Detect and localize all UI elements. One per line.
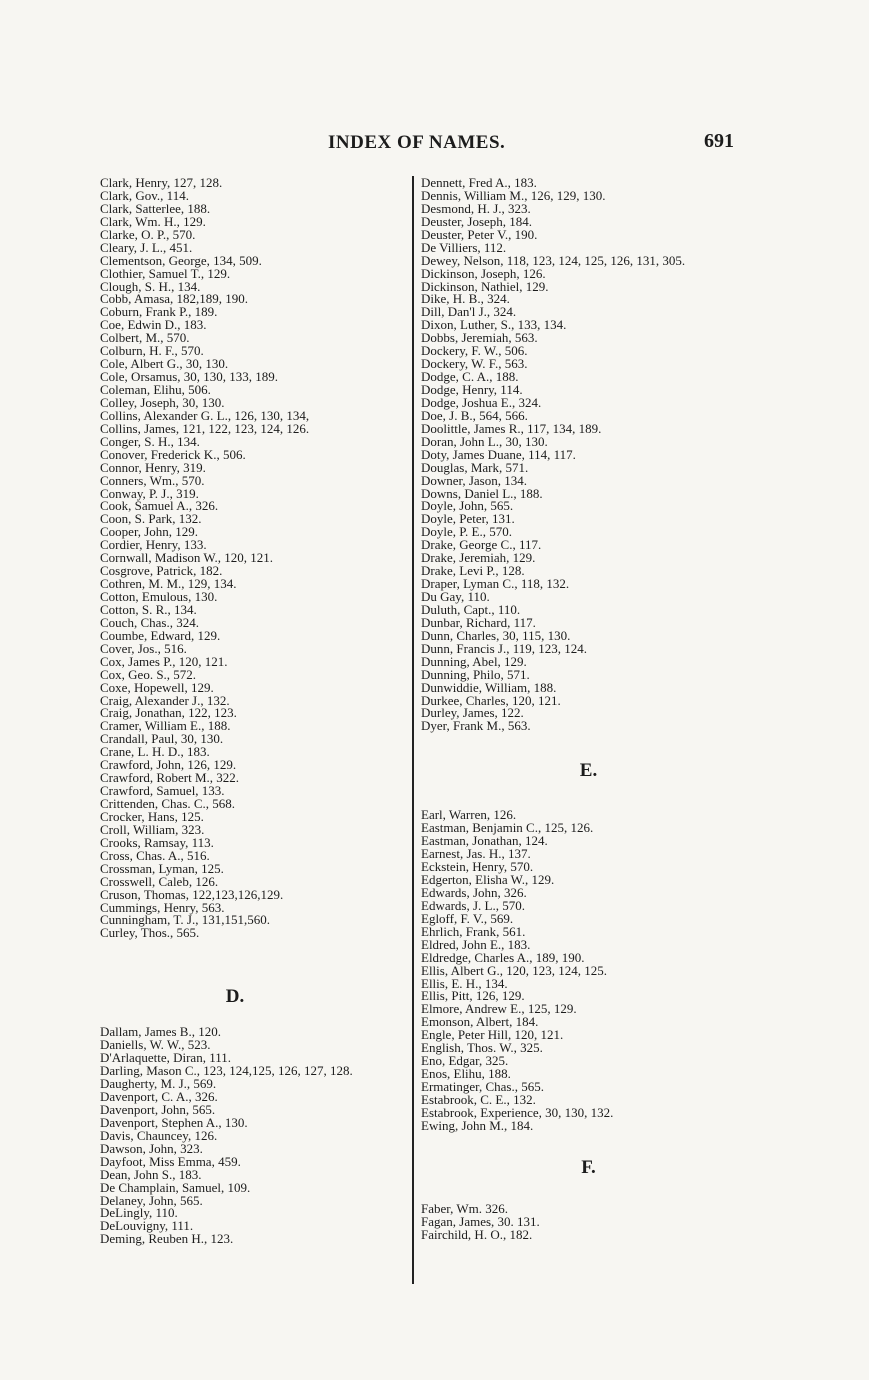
index-entry: De Champlain, Samuel, 109. bbox=[100, 1179, 251, 1195]
index-entry: Coleman, Elihu, 506. bbox=[100, 382, 211, 397]
entries-d bbox=[100, 1026, 400, 1246]
index-entry: Cleary, J. L., 451. bbox=[100, 239, 193, 255]
index-entry: Crosswell, Caleb, 126. bbox=[100, 873, 219, 889]
index-entry: Clough, S. H., 134. bbox=[100, 278, 201, 294]
index-entry: Connor, Henry, 319. bbox=[100, 459, 206, 475]
index-entry: Dockery, W. F., 563. bbox=[421, 356, 528, 372]
index-entry: Dodge, Henry, 114. bbox=[421, 382, 523, 397]
index-entry: Conners, Wm., 570. bbox=[100, 472, 205, 488]
index-entry: Crawford, Robert M., 322. bbox=[100, 770, 240, 786]
index-entry: Dodge, Joshua E., 324. bbox=[421, 394, 542, 410]
index-entry: Dickinson, Nathiel, 129. bbox=[421, 278, 549, 294]
index-entry: Daniells, W. W., 523. bbox=[100, 1037, 211, 1053]
section-heading-e: E. bbox=[579, 760, 598, 782]
index-entry: Enos, Elihu, 188. bbox=[421, 1066, 511, 1082]
index-entry: Estabrook, C. E., 132. bbox=[421, 1091, 536, 1107]
entries-d-continued bbox=[421, 177, 756, 733]
index-entry: Cole, Albert G., 30, 130. bbox=[100, 356, 229, 372]
index-entry: Dean, John S., 183. bbox=[100, 1166, 202, 1182]
index-entry: Clark, Wm. H., 129. bbox=[100, 213, 206, 229]
index-entry: Clarke, O. P., 570. bbox=[100, 226, 196, 242]
index-entry: Deuster, Peter V., 190. bbox=[421, 226, 538, 242]
index-entry: Douglas, Mark, 571. bbox=[421, 459, 529, 475]
index-entry: Downs, Daniel L., 188. bbox=[421, 485, 543, 501]
index-entry: Ellis, Albert G., 120, 123, 124, 125. bbox=[421, 962, 607, 978]
index-entry: Cooper, John, 129. bbox=[100, 524, 199, 540]
index-entry: Darling, Mason C., 123, 124,125, 126, 127, 128. bbox=[100, 1063, 353, 1079]
index-entry: Dunn, Charles, 30, 115, 130. bbox=[421, 627, 571, 643]
index-entry: Dewey, Nelson, 118, 123, 124, 125, 126, 131, 305. bbox=[421, 252, 686, 268]
index-entry: Ehrlich, Frank, 561. bbox=[421, 923, 526, 939]
index-entry: Collins, James, 121, 122, 123, 124, 126. bbox=[100, 420, 310, 436]
column-divider bbox=[412, 176, 414, 1284]
index-entry: Doty, James Duane, 114, 117. bbox=[421, 446, 576, 462]
index-entry: Eastman, Benjamin C., 125, 126. bbox=[421, 820, 594, 836]
index-entry: Doyle, P. E., 570. bbox=[421, 524, 512, 540]
index-entry: Elmore, Andrew E., 125, 129. bbox=[421, 1001, 577, 1017]
index-entry: Doran, John L., 30, 130. bbox=[421, 433, 548, 449]
index-entry: Earnest, Jas. H., 137. bbox=[421, 846, 531, 862]
index-entry: Daugherty, M. J., 569. bbox=[100, 1076, 217, 1092]
index-entry: Delaney, John, 565. bbox=[100, 1192, 203, 1208]
index-entry: Draper, Lyman C., 118, 132. bbox=[421, 576, 570, 592]
index-entry: Emonson, Albert, 184. bbox=[421, 1014, 539, 1030]
index-entry: Edwards, J. L., 570. bbox=[421, 897, 525, 913]
index-entry: Collins, Alexander G. L., 126, 130, 134, bbox=[100, 407, 310, 423]
index-entry: Dunning, Philo, 571. bbox=[421, 666, 530, 682]
index-entry: Clark, Satterlee, 188. bbox=[100, 200, 211, 216]
index-entry: Clothier, Samuel T., 129. bbox=[100, 265, 231, 281]
index-entry: Ewing, John M., 184. bbox=[421, 1117, 534, 1133]
index-entry: Eastman, Jonathan, 124. bbox=[421, 833, 548, 849]
index-entry: Cosgrove, Patrick, 182. bbox=[100, 563, 223, 579]
index-entry: Colburn, H. F., 570. bbox=[100, 343, 204, 359]
left-column bbox=[100, 177, 400, 1246]
index-entry: Croll, William, 323. bbox=[100, 821, 205, 837]
index-entry: Doyle, Peter, 131. bbox=[421, 511, 515, 527]
index-entry: Craig, Alexander J., 132. bbox=[100, 692, 230, 708]
index-entry: Davenport, Stephen A., 130. bbox=[100, 1114, 248, 1130]
index-entry: Coxe, Hopewell, 129. bbox=[100, 679, 214, 695]
index-entry: Doe, J. B., 564, 566. bbox=[421, 407, 528, 423]
index-entry: Cothren, M. M., 129, 134. bbox=[100, 576, 237, 592]
index-entry: Crawford, Samuel, 133. bbox=[100, 783, 225, 799]
index-entry: Drake, Jeremiah, 129. bbox=[421, 550, 536, 566]
index-entry: Faber, Wm. 326. bbox=[421, 1200, 508, 1216]
index-entry: Durkee, Charles, 120, 121. bbox=[421, 692, 561, 708]
index-entry: Conger, S. H., 134. bbox=[100, 433, 200, 449]
index-entry: Crittenden, Chas. C., 568. bbox=[100, 796, 236, 811]
section-gap bbox=[100, 940, 400, 968]
entries-f bbox=[421, 1200, 756, 1242]
index-entry: Colbert, M., 570. bbox=[100, 330, 190, 346]
index-entry: Crawford, John, 126, 129. bbox=[100, 757, 237, 773]
index-entry: Ellis, Pitt, 126, 129. bbox=[421, 988, 525, 1004]
index-entry: Egloff, F. V., 569. bbox=[421, 910, 514, 926]
right-column bbox=[421, 177, 756, 1242]
index-entry: Dunn, Francis J., 119, 123, 124. bbox=[421, 640, 587, 656]
section-heading-d: D. bbox=[225, 986, 245, 1008]
index-entry: Eckstein, Henry, 570. bbox=[421, 859, 534, 875]
index-entry: Drake, George C., 117. bbox=[421, 537, 542, 553]
index-entry: Dayfoot, Miss Emma, 459. bbox=[100, 1153, 241, 1169]
index-entry: Dawson, John, 323. bbox=[100, 1140, 203, 1156]
index-entry: Coon, S. Park, 132. bbox=[100, 511, 202, 527]
index-entry: Doolittle, James R., 117, 134, 189. bbox=[421, 420, 602, 436]
index-entry: Coe, Edwin D., 183. bbox=[100, 317, 207, 333]
index-entry: Cornwall, Madison W., 120, 121. bbox=[100, 550, 273, 566]
index-entry: Durley, James, 122. bbox=[421, 705, 524, 721]
index-entry: Clark, Henry, 127, 128. bbox=[100, 175, 223, 190]
index-entry: Eldred, John E., 183. bbox=[421, 936, 531, 952]
index-entry: Davis, Chauncey, 126. bbox=[100, 1127, 218, 1143]
index-entry: Desmond, H. J., 323. bbox=[421, 200, 531, 216]
index-entry: Crocker, Hans, 125. bbox=[100, 808, 204, 824]
index-entry: Estabrook, Experience, 30, 130, 132. bbox=[421, 1104, 614, 1120]
index-entry: Dunwiddie, William, 188. bbox=[421, 679, 557, 695]
index-entry: Crane, L. H. D., 183. bbox=[100, 744, 210, 760]
index-entry: Colley, Joseph, 30, 130. bbox=[100, 394, 225, 410]
index-entry: Dennett, Fred A., 183. bbox=[421, 175, 537, 190]
index-entry: Deuster, Joseph, 184. bbox=[421, 213, 533, 229]
index-entry: Clark, Gov., 114. bbox=[100, 187, 189, 203]
index-entry: Eno, Edgar, 325. bbox=[421, 1053, 509, 1069]
index-entry: Ermatinger, Chas., 565. bbox=[421, 1079, 544, 1094]
index-entry: Cunningham, T. J., 131,151,560. bbox=[100, 912, 270, 928]
index-entry: Coburn, Frank P., 189. bbox=[100, 304, 218, 320]
entries-c bbox=[100, 177, 400, 940]
index-entry: Duluth, Capt., 110. bbox=[421, 601, 521, 617]
index-entry: English, Thos. W., 325. bbox=[421, 1040, 543, 1056]
index-entry: Dallam, James B., 120. bbox=[100, 1024, 221, 1040]
index-entry: Cook, Samuel A., 326. bbox=[100, 498, 219, 514]
index-entry: DeLouvigny, 111. bbox=[100, 1218, 194, 1234]
index-entry: Dickinson, Joseph, 126. bbox=[421, 265, 546, 281]
index-entry: Cover, Jos., 516. bbox=[100, 640, 187, 656]
index-entry: Crossman, Lyman, 125. bbox=[100, 860, 224, 876]
index-entry: Fairchild, H. O., 182. bbox=[421, 1226, 533, 1242]
index-entry: De Villiers, 112. bbox=[421, 239, 507, 255]
index-entry: Crandall, Paul, 30, 130. bbox=[100, 731, 224, 747]
index-entry: Crooks, Ramsay, 113. bbox=[100, 834, 214, 850]
index-entry: DeLingly, 110. bbox=[100, 1205, 178, 1221]
index-entry: Dodge, C. A., 188. bbox=[421, 369, 519, 385]
index-entry: Cruson, Thomas, 122,123,126,129. bbox=[100, 886, 284, 902]
index-entry: Dobbs, Jeremiah, 563. bbox=[421, 330, 538, 346]
index-entry: Downer, Jason, 134. bbox=[421, 472, 527, 488]
index-entry: Dunbar, Richard, 117. bbox=[421, 614, 536, 630]
index-entry: Cole, Orsamus, 30, 130, 133, 189. bbox=[100, 369, 279, 385]
index-entry: Deming, Reuben H., 123. bbox=[100, 1231, 234, 1247]
index-entry: Ellis, E. H., 134. bbox=[421, 975, 508, 991]
index-entry: Davenport, John, 565. bbox=[100, 1101, 216, 1117]
index-entry: Cordier, Henry, 133. bbox=[100, 537, 207, 553]
index-entry: Dennis, William M., 126, 129, 130. bbox=[421, 187, 606, 203]
index-entry: Doyle, John, 565. bbox=[421, 498, 514, 514]
index-entry: Cotton, S. R., 134. bbox=[100, 601, 197, 617]
index-entry: Eldredge, Charles A., 189, 190. bbox=[421, 949, 585, 965]
index-entry: Dike, H. B., 324. bbox=[421, 291, 510, 307]
index-entry: Dixon, Luther, S., 133, 134. bbox=[421, 317, 567, 333]
page-number: 691 bbox=[704, 130, 734, 152]
index-entry: Fagan, James, 30. 131. bbox=[421, 1213, 540, 1229]
section-heading-f: F. bbox=[581, 1156, 596, 1178]
index-entry: Cross, Chas. A., 516. bbox=[100, 847, 210, 863]
index-entry: Conway, P. J., 319. bbox=[100, 485, 199, 501]
index-entry: Cotton, Emulous, 130. bbox=[100, 589, 218, 604]
index-entry: Edwards, John, 326. bbox=[421, 884, 527, 900]
index-entry: Earl, Warren, 126. bbox=[421, 807, 517, 823]
entries-e bbox=[421, 809, 756, 1132]
index-entry: Davenport, C. A., 326. bbox=[100, 1089, 218, 1104]
index-entry: Clementson, George, 134, 509. bbox=[100, 252, 262, 268]
index-entry: Dunning, Abel, 129. bbox=[421, 653, 527, 669]
index-entry: Dyer, Frank M., 563. bbox=[421, 718, 531, 734]
page-title: INDEX OF NAMES. bbox=[328, 132, 506, 153]
index-entry: Cobb, Amasa, 182,189, 190. bbox=[100, 291, 249, 307]
index-entry: Edgerton, Elisha W., 129. bbox=[421, 872, 555, 887]
index-entry: Dill, Dan'l J., 324. bbox=[421, 304, 517, 320]
index-entry: Dockery, F. W., 506. bbox=[421, 343, 528, 359]
index-entry: Coumbe, Edward, 129. bbox=[100, 627, 221, 643]
index-entry: Couch, Chas., 324. bbox=[100, 614, 199, 630]
index-entry: Curley, Thos., 565. bbox=[100, 925, 200, 941]
index-entry: Cox, James P., 120, 121. bbox=[100, 653, 228, 669]
index-entry: Drake, Levi P., 128. bbox=[421, 563, 525, 579]
page-header bbox=[0, 132, 869, 162]
index-entry: Cramer, William E., 188. bbox=[100, 718, 231, 734]
index-entry: Cox, Geo. S., 572. bbox=[100, 666, 197, 682]
index-entry: Craig, Jonathan, 122, 123. bbox=[100, 705, 237, 721]
index-entry: Conover, Frederick K., 506. bbox=[100, 446, 246, 462]
index-entry: Engle, Peter Hill, 120, 121. bbox=[421, 1027, 564, 1043]
index-entry: Cummings, Henry, 563. bbox=[100, 899, 225, 915]
index-entry: Du Gay, 110. bbox=[421, 589, 490, 604]
index-entry: D'Arlaquette, Diran, 111. bbox=[100, 1050, 231, 1066]
